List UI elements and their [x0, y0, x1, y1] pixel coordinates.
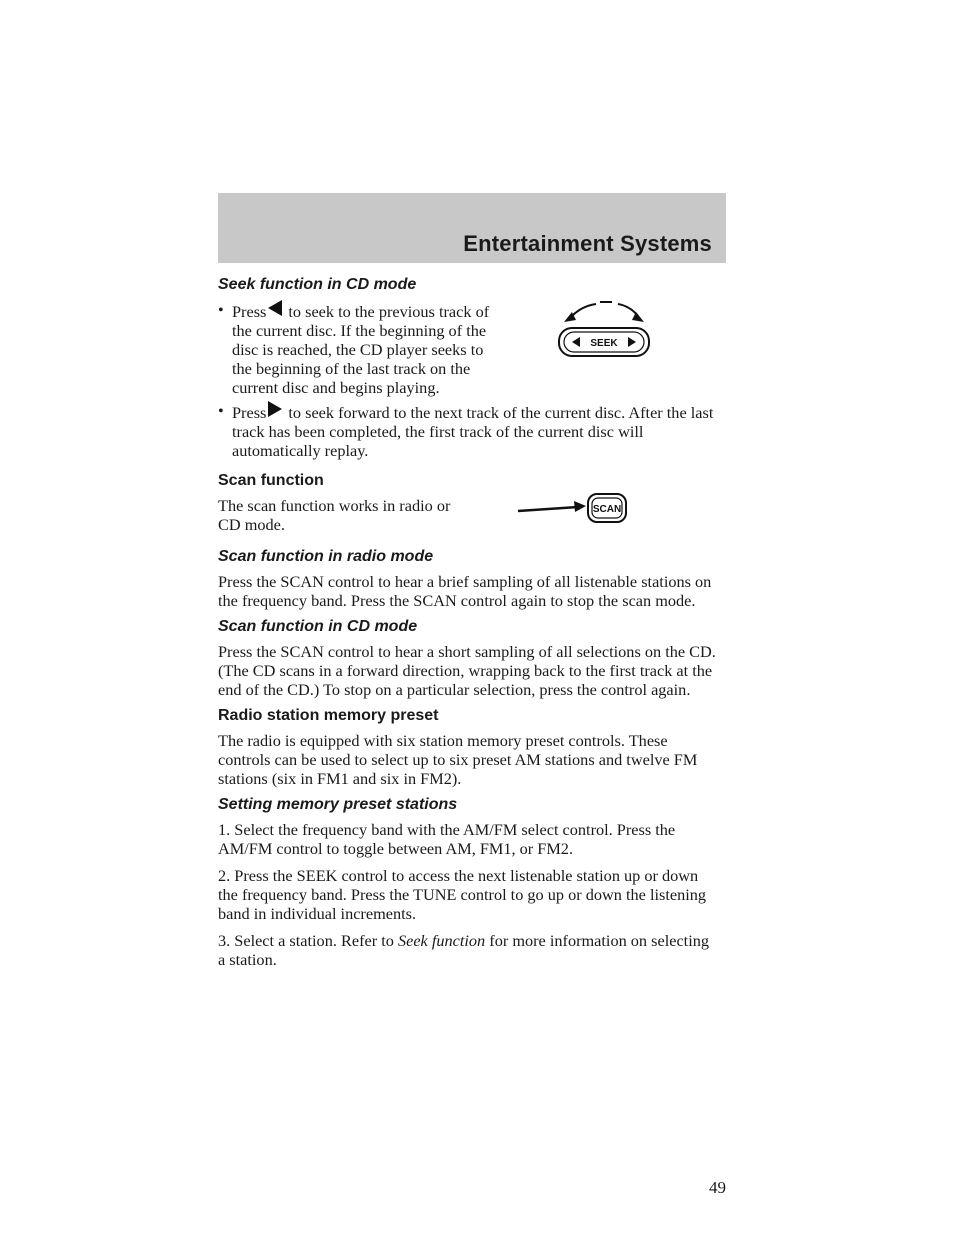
bullet-dot: •	[218, 401, 224, 420]
heading-scan-cd: Scan function in CD mode	[218, 618, 418, 635]
paragraph-scan-radio: Press the SCAN control to hear a brief sampling of all listenable stations on the frequency band. Press the SCAN control again to stop the scan mode.	[218, 572, 712, 610]
paragraph-preset: The radio is equipped with six station memory preset controls. These controls can be used to select up to six preset AM stations and twelve FM stations (six in FM1 and six in FM2).	[218, 731, 698, 788]
page-title: Entertainment Systems	[463, 231, 712, 256]
page-content	[218, 276, 718, 977]
bullet-text: to seek forward to the next track of the current disc. After the last track has been completed, the first track of the current disc will automatically replay.	[232, 403, 714, 460]
page-number: 49	[709, 1178, 726, 1197]
step-2: 2. Press the SEEK control to access the next listenable station up or down the frequency band. Press the TUNE control to go up or down the listening band in individual increments.	[218, 866, 707, 923]
header-bar	[218, 193, 726, 263]
bullet-dot: •	[218, 300, 224, 319]
cross-reference-seek-function: Seek function	[397, 931, 486, 950]
heading-scan: Scan function	[218, 472, 324, 489]
heading-preset: Radio station memory preset	[218, 707, 439, 724]
left-triangle-icon	[268, 300, 282, 316]
scan-button-label: SCAN	[592, 504, 622, 515]
bullet-prefix: Press	[232, 302, 267, 321]
bullet-text: to seek to the previous track of the current disc. If the beginning of the disc is reached, the CD player seeks to the beginning of the last track on the current disc and begins playing.	[232, 302, 490, 397]
paragraph-scan-cd: Press the SCAN control to hear a short sampling of all selections on the CD. (The CD scans in a forward direction, wrapping back to the first track at the end of the CD.) To stop on a particular selection, press the control again.	[218, 642, 716, 699]
heading-seek-cd: Seek function in CD mode	[218, 276, 417, 293]
step-3	[218, 931, 718, 969]
step-3-after: for more information on selecting a station.	[218, 931, 710, 969]
heading-scan-radio: Scan function in radio mode	[218, 548, 434, 565]
step-1: 1. Select the frequency band with the AM/FM select control. Press the AM/FM control to toggle between AM, FM1, or FM2.	[218, 820, 676, 858]
paragraph-scan: The scan function works in radio or CD mode.	[218, 496, 451, 534]
bullet-seek-next	[218, 401, 718, 460]
bullet-seek-previous	[218, 300, 490, 397]
heading-setting-presets: Setting memory preset stations	[218, 796, 458, 813]
right-triangle-icon	[268, 401, 282, 417]
step-3-before: 3. Select a station. Refer to	[218, 931, 394, 950]
seek-button-label: SEEK	[590, 338, 618, 349]
bullet-prefix: Press	[232, 403, 267, 422]
